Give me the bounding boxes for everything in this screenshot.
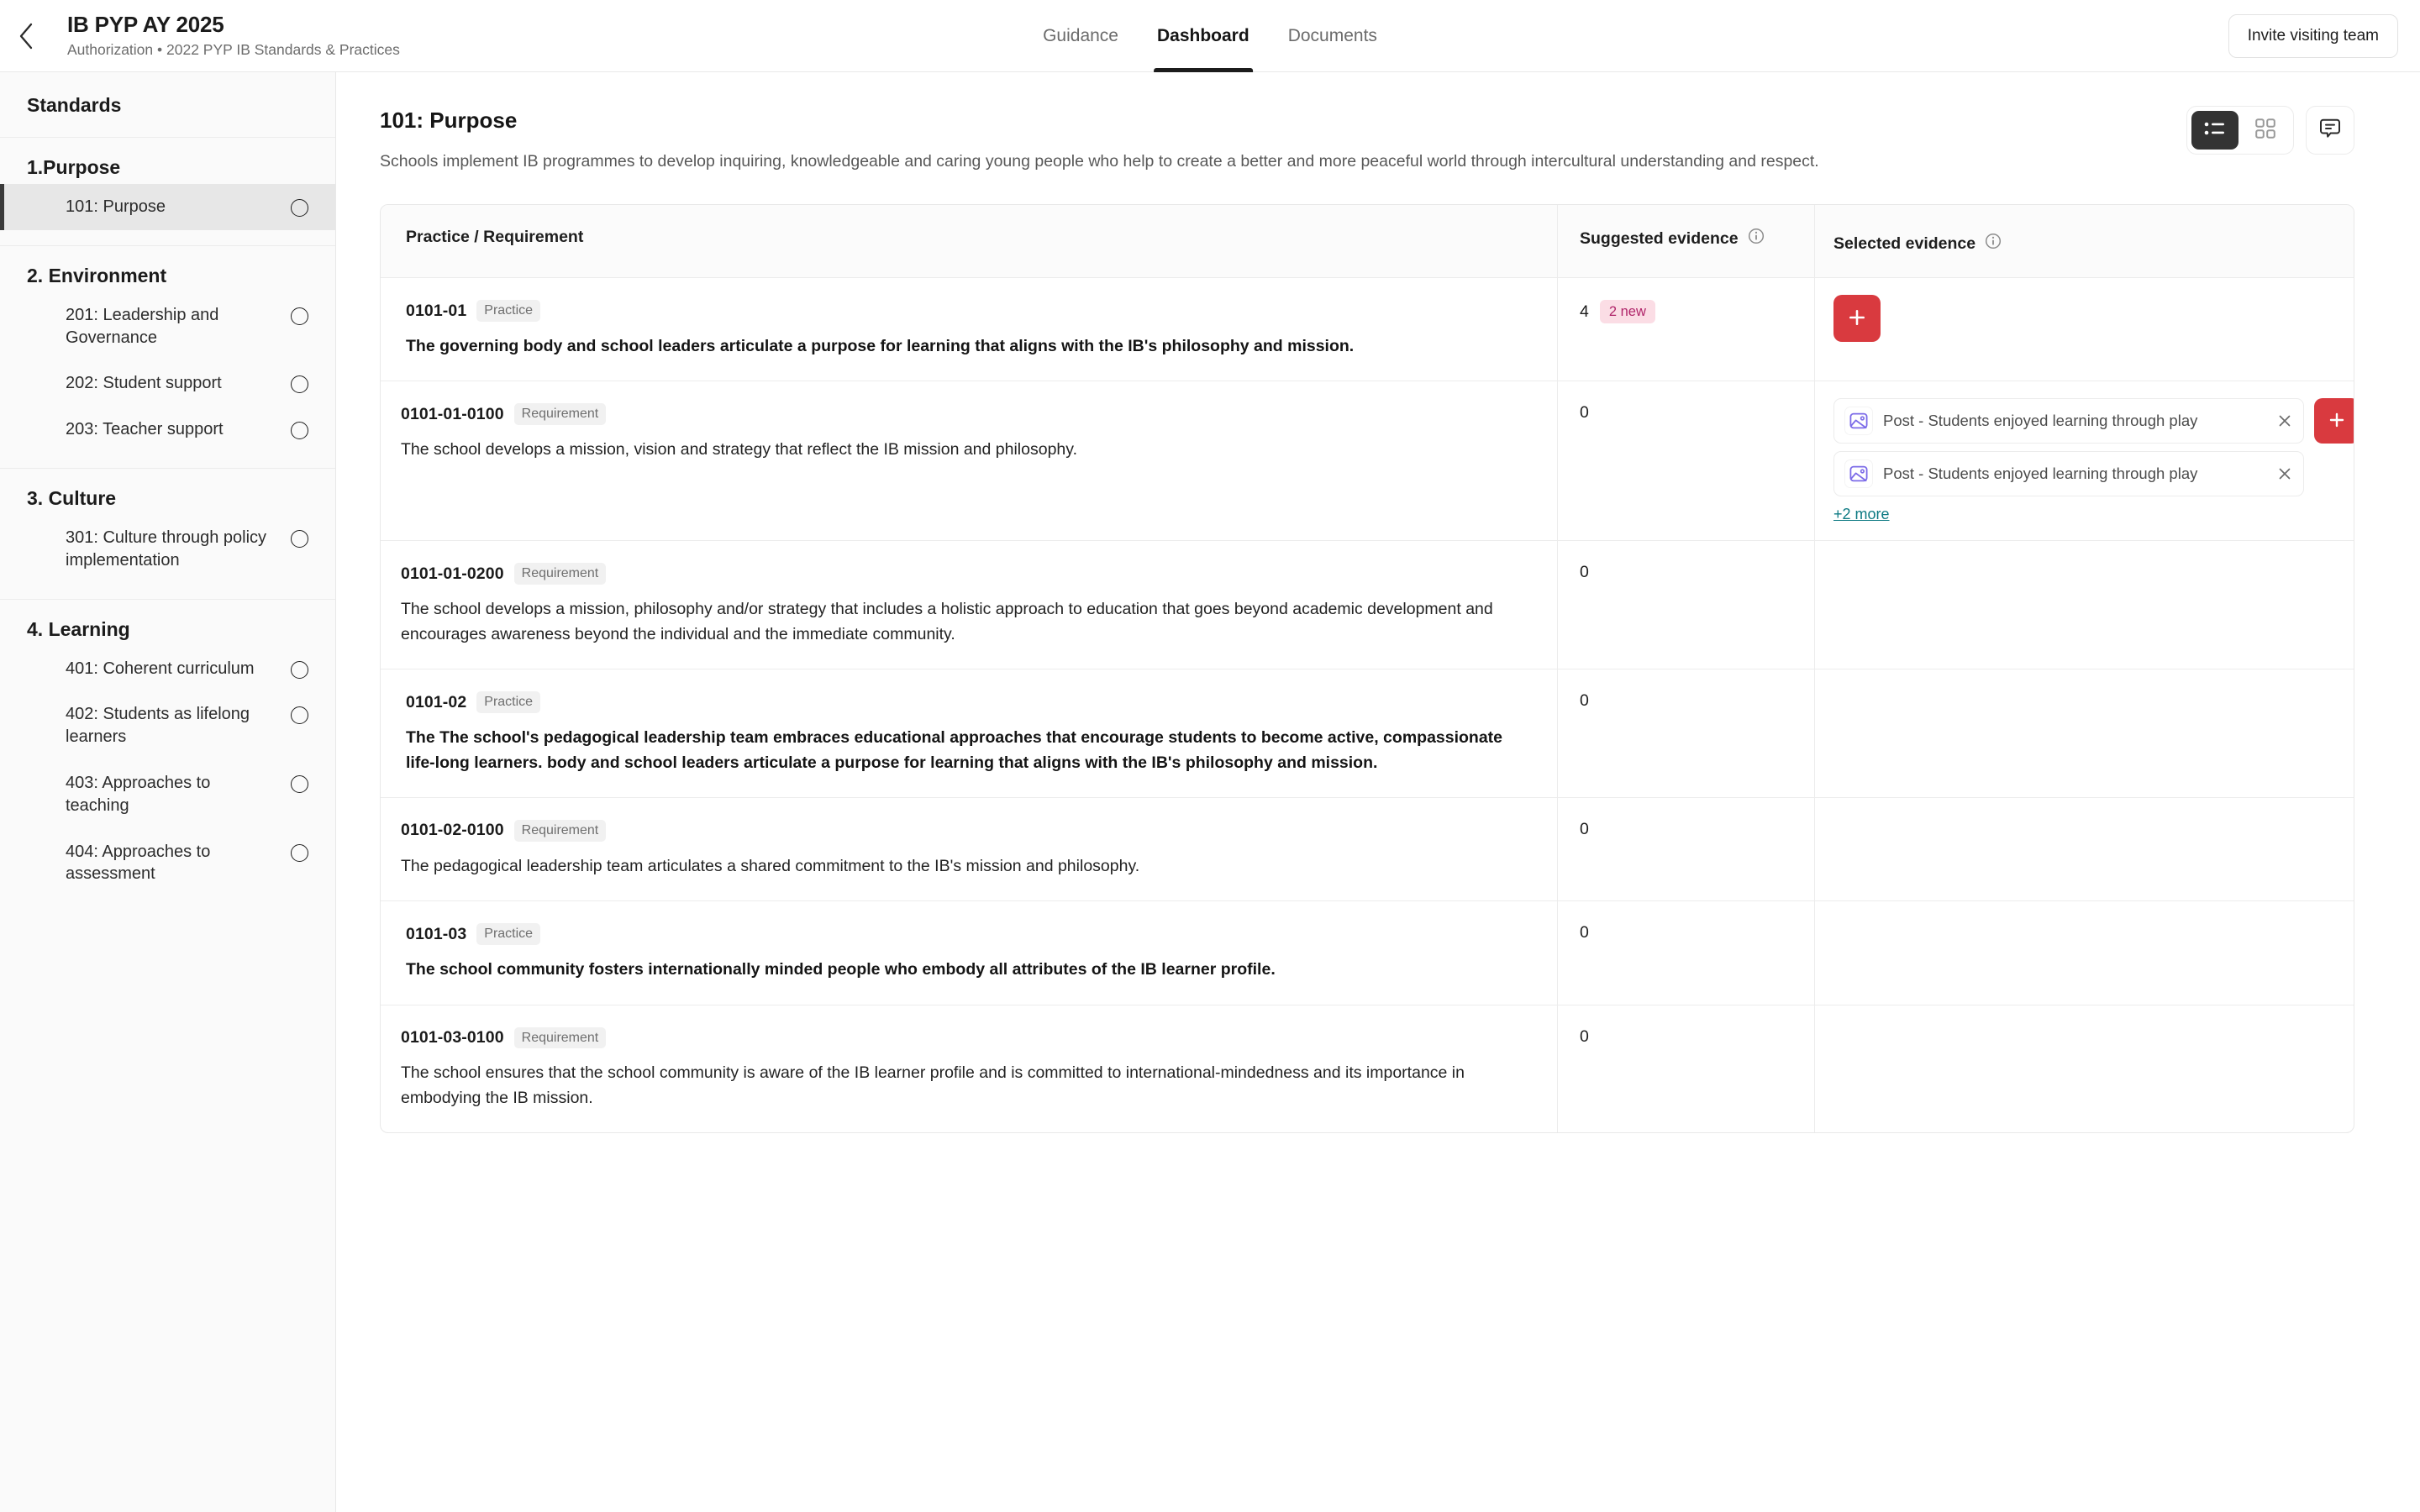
requirement-code: 0101-01-0200 bbox=[401, 564, 504, 583]
status-circle-icon[interactable] bbox=[291, 844, 308, 862]
requirement-code: 0101-03-0100 bbox=[401, 1027, 504, 1047]
plus-icon bbox=[1846, 307, 1868, 331]
practice-cell bbox=[381, 669, 1557, 797]
requirement-code: 0101-02-0100 bbox=[401, 821, 504, 840]
view-toggle-group bbox=[2186, 106, 2294, 155]
sidebar-item-202-student-support[interactable] bbox=[0, 360, 335, 407]
evidence-chip-label: Post - Students enjoyed learning through play bbox=[1883, 465, 2198, 483]
type-tag: Requirement bbox=[514, 403, 607, 425]
suggested-count: 4 bbox=[1580, 302, 1589, 321]
requirement-text: The school develops a mission, philosophy and/or strategy that includes a holistic approach to education that goes beyond academic development and encourages awareness beyond the individual and the immediate community. bbox=[401, 600, 1493, 643]
table-row bbox=[381, 1005, 2354, 1133]
practice-text: The governing body and school leaders articulate a purpose for learning that aligns with the IB's philosophy and mission. bbox=[406, 336, 1355, 355]
type-tag: Practice bbox=[476, 923, 540, 945]
view-controls bbox=[2186, 106, 2354, 155]
invite-visiting-team-button[interactable]: Invite visiting team bbox=[2228, 14, 2398, 58]
sidebar-group-culture bbox=[0, 469, 335, 600]
breadcrumb: Authorization • 2022 PYP IB Standards & Practices bbox=[67, 41, 400, 59]
status-circle-icon[interactable] bbox=[291, 775, 308, 793]
suggested-evidence-cell bbox=[1557, 798, 1814, 900]
sidebar-group-environment bbox=[0, 246, 335, 469]
suggested-evidence-cell bbox=[1557, 278, 1814, 381]
table-row bbox=[381, 278, 2354, 381]
table-row bbox=[381, 669, 2354, 798]
info-icon[interactable] bbox=[1985, 233, 2002, 255]
back-button[interactable] bbox=[0, 0, 52, 72]
status-circle-icon[interactable] bbox=[291, 199, 308, 217]
practice-cell bbox=[381, 278, 1557, 381]
evidence-chip-label: Post - Students enjoyed learning through play bbox=[1883, 412, 2198, 430]
main-content bbox=[336, 72, 2420, 1512]
requirement-text: The school ensures that the school community is aware of the IB learner profile and is committed to international-mindedness and its importance in embodying the IB mission. bbox=[401, 1063, 1465, 1107]
page-title: IB PYP AY 2025 bbox=[67, 11, 224, 37]
requirement-code: 0101-01-0100 bbox=[401, 404, 504, 423]
sidebar-group-title: 4. Learning bbox=[27, 617, 130, 640]
column-header-practice bbox=[381, 205, 1557, 277]
type-tag: Practice bbox=[476, 300, 540, 322]
comment-bubble-icon bbox=[2317, 116, 2343, 145]
column-header-suggested-evidence bbox=[1557, 205, 1814, 277]
sidebar-item-201-leadership-and-governance[interactable] bbox=[0, 292, 335, 361]
evidence-chip-list bbox=[1833, 398, 2304, 496]
evidence-chip[interactable] bbox=[1833, 451, 2304, 496]
table-row bbox=[381, 381, 2354, 541]
type-tag: Requirement bbox=[514, 1027, 607, 1049]
column-label: Practice / Requirement bbox=[406, 228, 584, 247]
suggested-count: 0 bbox=[1580, 403, 1589, 423]
requirement-cell bbox=[381, 798, 1557, 900]
info-icon[interactable] bbox=[1748, 228, 1765, 249]
sidebar-group-title: 2. Environment bbox=[27, 264, 167, 286]
practice-code: 0101-01 bbox=[406, 301, 467, 320]
practice-code: 0101-02 bbox=[406, 692, 467, 711]
suggested-count: 0 bbox=[1580, 1026, 1589, 1046]
add-evidence-button[interactable] bbox=[2314, 398, 2354, 444]
main-header bbox=[380, 108, 2354, 174]
status-circle-icon[interactable] bbox=[291, 307, 308, 325]
image-icon bbox=[1844, 407, 1873, 435]
tab-documents[interactable]: Documents bbox=[1287, 25, 1377, 45]
plus-icon bbox=[2327, 410, 2347, 433]
standards-sidebar bbox=[0, 72, 336, 1512]
suggested-count: 0 bbox=[1580, 820, 1589, 839]
requirement-cell bbox=[381, 381, 1557, 540]
status-circle-icon[interactable] bbox=[291, 530, 308, 548]
status-circle-icon[interactable] bbox=[291, 706, 308, 724]
suggested-evidence-cell bbox=[1557, 381, 1814, 540]
header-title-block bbox=[52, 13, 400, 59]
status-circle-icon[interactable] bbox=[291, 661, 308, 679]
sidebar-item-label: 203: Teacher support bbox=[66, 420, 224, 439]
sidebar-group-learning bbox=[0, 600, 335, 913]
standard-title: 101: Purpose bbox=[380, 108, 518, 133]
column-label: Selected evidence bbox=[1833, 234, 1976, 253]
selected-evidence-cell bbox=[1814, 381, 2354, 540]
sidebar-item-402-students-as-lifelong-learners[interactable] bbox=[0, 691, 335, 760]
tab-guidance[interactable]: Guidance bbox=[1043, 25, 1118, 45]
type-tag: Requirement bbox=[514, 563, 607, 585]
suggested-count: 0 bbox=[1580, 691, 1589, 711]
sidebar-group-purpose bbox=[0, 138, 335, 246]
app-header bbox=[0, 0, 2420, 72]
sidebar-item-label: 101: Purpose bbox=[66, 197, 166, 216]
requirement-text: The school develops a mission, vision and strategy that reflect the IB mission and philosophy. bbox=[401, 440, 1077, 459]
selected-evidence-cell bbox=[1814, 541, 2354, 669]
main-tabs bbox=[1039, 0, 1381, 72]
column-label: Suggested evidence bbox=[1580, 228, 1739, 248]
type-tag: Requirement bbox=[514, 820, 607, 842]
show-more-evidence-link[interactable]: +2 more bbox=[1833, 506, 1890, 523]
practice-code: 0101-03 bbox=[406, 924, 467, 943]
sidebar-item-404-approaches-to-assessment[interactable] bbox=[0, 829, 335, 898]
tab-dashboard[interactable]: Dashboard bbox=[1154, 0, 1253, 72]
list-view-icon bbox=[2203, 119, 2227, 142]
sidebar-item-label: 402: Students as lifelong learners bbox=[66, 705, 250, 747]
requirement-cell bbox=[381, 1005, 1557, 1133]
sidebar-item-101-purpose[interactable] bbox=[0, 184, 335, 230]
sidebar-item-label: 201: Leadership and Governance bbox=[66, 305, 219, 347]
selected-evidence-cell bbox=[1814, 278, 2354, 381]
add-evidence-button[interactable] bbox=[1833, 295, 1881, 342]
grid-view-button[interactable] bbox=[2242, 111, 2289, 150]
new-evidence-badge[interactable]: 2 new bbox=[1600, 300, 1655, 323]
suggested-count: 0 bbox=[1580, 563, 1589, 582]
sidebar-item-301-culture-through-policy-implementation[interactable] bbox=[0, 515, 335, 584]
sidebar-item-label: 301: Culture through policy implementation bbox=[66, 528, 267, 570]
sidebar-item-403-approaches-to-teaching[interactable] bbox=[0, 760, 335, 829]
suggested-evidence-cell bbox=[1557, 669, 1814, 797]
sidebar-item-label: 403: Approaches to teaching bbox=[66, 773, 211, 815]
practice-text: The The school's pedagogical leadership team embraces educational approaches that encourage students to become active, compassionate life-long learners. body and school leaders articulate a purpose for learning that aligns with the IB's philosophy and mission. bbox=[406, 727, 1503, 772]
grid-view-icon bbox=[2254, 118, 2276, 144]
sidebar-heading: Standards bbox=[0, 72, 335, 138]
selected-evidence-cell bbox=[1814, 1005, 2354, 1133]
practice-cell bbox=[381, 901, 1557, 1004]
comments-button[interactable] bbox=[2306, 106, 2354, 155]
requirement-cell bbox=[381, 541, 1557, 669]
status-circle-icon[interactable] bbox=[291, 422, 308, 439]
table-header-row bbox=[381, 205, 2354, 278]
sidebar-group-title: 1.Purpose bbox=[27, 156, 121, 178]
chevron-left-icon bbox=[17, 22, 35, 50]
list-view-button[interactable] bbox=[2191, 111, 2238, 150]
column-header-selected-evidence bbox=[1814, 205, 2354, 277]
suggested-evidence-cell bbox=[1557, 541, 1814, 669]
sidebar-item-label: 401: Coherent curriculum bbox=[66, 659, 255, 678]
type-tag: Practice bbox=[476, 691, 540, 713]
close-icon[interactable] bbox=[2276, 412, 2293, 429]
standard-description: Schools implement IB programmes to develop inquiring, knowledgeable and caring young people who help to create a better and more peaceful world through intercultural understanding and respect. bbox=[380, 152, 1819, 171]
practices-table bbox=[380, 204, 2354, 1133]
selected-evidence-cell bbox=[1814, 901, 2354, 1004]
table-row bbox=[381, 541, 2354, 669]
selected-evidence-cell bbox=[1814, 669, 2354, 797]
close-icon[interactable] bbox=[2276, 465, 2293, 482]
table-row bbox=[381, 901, 2354, 1005]
table-row bbox=[381, 798, 2354, 901]
sidebar-item-label: 202: Student support bbox=[66, 374, 222, 393]
requirement-text: The pedagogical leadership team articulates a shared commitment to the IB's mission and philosophy. bbox=[401, 856, 1140, 875]
suggested-count: 0 bbox=[1580, 923, 1589, 942]
status-circle-icon[interactable] bbox=[291, 375, 308, 393]
suggested-evidence-cell bbox=[1557, 901, 1814, 1004]
practice-text: The school community fosters internationally minded people who embody all attributes of the IB learner profile. bbox=[406, 959, 1276, 979]
selected-evidence-cell bbox=[1814, 798, 2354, 900]
suggested-evidence-cell bbox=[1557, 1005, 1814, 1133]
sidebar-item-203-teacher-support[interactable] bbox=[0, 407, 335, 453]
evidence-chip[interactable] bbox=[1833, 398, 2304, 444]
sidebar-item-label: 404: Approaches to assessment bbox=[66, 842, 211, 884]
sidebar-group-title: 3. Culture bbox=[27, 486, 117, 509]
sidebar-item-401-coherent-curriculum[interactable] bbox=[0, 646, 335, 692]
image-icon bbox=[1844, 459, 1873, 488]
